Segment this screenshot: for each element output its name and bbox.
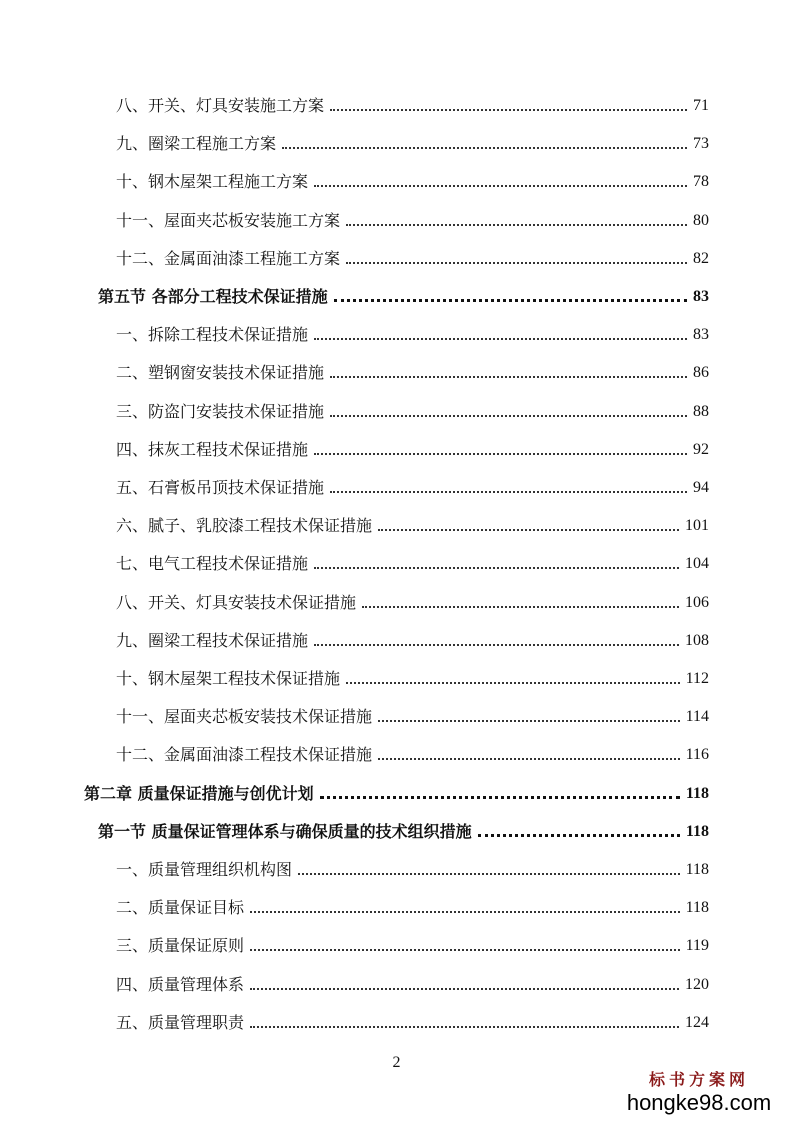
watermark-url: hongke98.com: [626, 1090, 772, 1115]
toc-entry-title: 十、钢木屋架工程施工方案: [116, 172, 309, 192]
dot-leader: [330, 415, 687, 417]
toc-entry-title: 八、开关、灯具安装施工方案: [116, 96, 325, 115]
toc-entry-title: 一、质量管理组织机构图: [116, 860, 293, 879]
toc-entry[interactable]: [116, 548, 709, 574]
toc-entry-title: 二、质量保证目标: [116, 898, 245, 918]
toc-entry-page: 92: [693, 440, 709, 458]
toc-entry-title: 十一、屋面夹芯板安装施工方案: [116, 210, 341, 230]
toc-entry-page: 118: [685, 784, 709, 802]
dot-leader: [330, 491, 687, 493]
dot-leader: [250, 988, 679, 990]
toc-entry[interactable]: [116, 128, 709, 154]
toc-entry-page: 104: [685, 555, 709, 573]
toc-entry[interactable]: [116, 396, 709, 422]
toc-entry-page: 108: [685, 631, 709, 649]
toc-entry-page: 119: [685, 937, 709, 955]
toc-entry[interactable]: [116, 854, 709, 880]
toc-entry-title: 二、塑钢窗安装技术保证措施: [116, 363, 325, 383]
toc-entry[interactable]: [116, 90, 709, 116]
toc-entry-page: 120: [685, 975, 709, 993]
toc-entry[interactable]: [116, 319, 709, 345]
toc-entry-page: 118: [685, 899, 709, 917]
toc-entry[interactable]: [116, 205, 709, 231]
toc-entry-title: 一、拆除工程技术保证措施: [116, 325, 309, 345]
page-number: 2: [392, 1054, 401, 1071]
toc-entry-title: 五、石膏板吊顶技术保证措施: [116, 478, 325, 497]
toc-entry[interactable]: [116, 663, 709, 689]
dot-leader: [478, 834, 680, 837]
watermark-logo: [619, 1070, 779, 1116]
toc-entry[interactable]: [116, 510, 709, 536]
toc-entry[interactable]: [116, 739, 709, 765]
toc-entry[interactable]: [116, 434, 709, 460]
dot-leader: [378, 529, 679, 531]
toc-entry[interactable]: [98, 816, 709, 842]
toc-entry-page: 73: [693, 135, 709, 153]
toc-entry-title: 第五节 各部分工程技术保证措施: [98, 287, 328, 306]
toc-entry-page: 112: [685, 670, 709, 687]
toc-entry-title: 第一节 质量保证管理体系与确保质量的技术组织措施: [98, 821, 472, 841]
dot-leader: [378, 720, 680, 722]
toc-entry-title: 十二、金属面油漆工程技术保证措施: [116, 745, 373, 765]
toc-entry-page: 88: [693, 402, 709, 420]
toc-entry-page: 118: [685, 861, 709, 878]
toc-entry-title: 六、腻子、乳胶漆工程技术保证措施: [116, 516, 373, 536]
toc-entry[interactable]: [116, 625, 709, 651]
toc-entry[interactable]: [116, 243, 709, 269]
dot-leader: [298, 873, 680, 875]
toc-entry[interactable]: [116, 701, 709, 727]
toc-entry-page: 83: [693, 288, 709, 305]
toc-entry-page: 94: [693, 479, 709, 496]
watermark-title: 标书方案网: [648, 1070, 749, 1089]
toc-entry-title: 十一、屋面夹芯板安装技术保证措施: [116, 707, 373, 727]
dot-leader: [250, 911, 680, 913]
dot-leader: [314, 567, 679, 569]
toc-entry[interactable]: [116, 930, 709, 956]
dot-leader: [346, 682, 680, 684]
dot-leader: [320, 796, 680, 799]
toc-entry[interactable]: [116, 472, 709, 498]
toc-entry-page: 82: [693, 249, 709, 267]
toc-entry-page: 116: [685, 746, 709, 764]
dot-leader: [250, 949, 680, 951]
toc-entry-page: 86: [693, 364, 709, 382]
toc-entry-page: 71: [693, 97, 709, 114]
toc-entry[interactable]: [116, 166, 709, 192]
dot-leader: [330, 109, 687, 111]
dot-leader: [330, 376, 687, 378]
toc-entry-page: 118: [685, 822, 709, 840]
toc-entry[interactable]: [116, 587, 709, 613]
toc-entry-title: 四、抹灰工程技术保证措施: [116, 439, 309, 459]
dot-leader: [362, 606, 679, 608]
toc-entry-title: 七、电气工程技术保证措施: [116, 554, 309, 574]
toc-entry[interactable]: [116, 357, 709, 383]
dot-leader: [346, 224, 687, 226]
toc-entry-title: 五、质量管理职责: [116, 1012, 245, 1032]
toc-entry[interactable]: [116, 1007, 709, 1033]
toc-entry-title: 三、质量保证原则: [116, 936, 245, 956]
toc-entry-title: 八、开关、灯具安装技术保证措施: [116, 592, 357, 612]
toc-entry-page: 114: [685, 708, 709, 726]
toc-entry-title: 十二、金属面油漆工程施工方案: [116, 248, 341, 268]
dot-leader: [282, 147, 687, 149]
toc-entry[interactable]: [98, 281, 709, 307]
toc-entry[interactable]: [84, 778, 709, 804]
toc-entry-page: 124: [685, 1013, 709, 1031]
toc-entry-title: 四、质量管理体系: [116, 974, 245, 994]
dot-leader: [250, 1026, 679, 1028]
dot-leader: [314, 453, 687, 455]
toc-entry-title: 第二章 质量保证措施与创优计划: [84, 783, 314, 803]
dot-leader: [314, 338, 687, 340]
toc-entry-page: 80: [693, 211, 709, 229]
dot-leader: [378, 758, 680, 760]
toc-entry-title: 九、圈梁工程技术保证措施: [116, 630, 309, 650]
dot-leader: [314, 644, 679, 646]
toc-entry-title: 九、圈梁工程施工方案: [116, 134, 277, 154]
toc-entry-page: 101: [685, 517, 709, 535]
toc-entry-page: 78: [693, 173, 709, 191]
toc-entry-title: 十、钢木屋架工程技术保证措施: [116, 669, 341, 688]
dot-leader: [334, 299, 687, 302]
dot-leader: [314, 185, 687, 187]
toc-entry[interactable]: [116, 892, 709, 918]
toc-entry-title: 三、防盗门安装技术保证措施: [116, 401, 325, 421]
dot-leader: [346, 262, 687, 264]
toc-entry-page: 83: [693, 326, 709, 344]
toc-entry-page: 106: [685, 593, 709, 611]
toc-entry[interactable]: [116, 969, 709, 995]
